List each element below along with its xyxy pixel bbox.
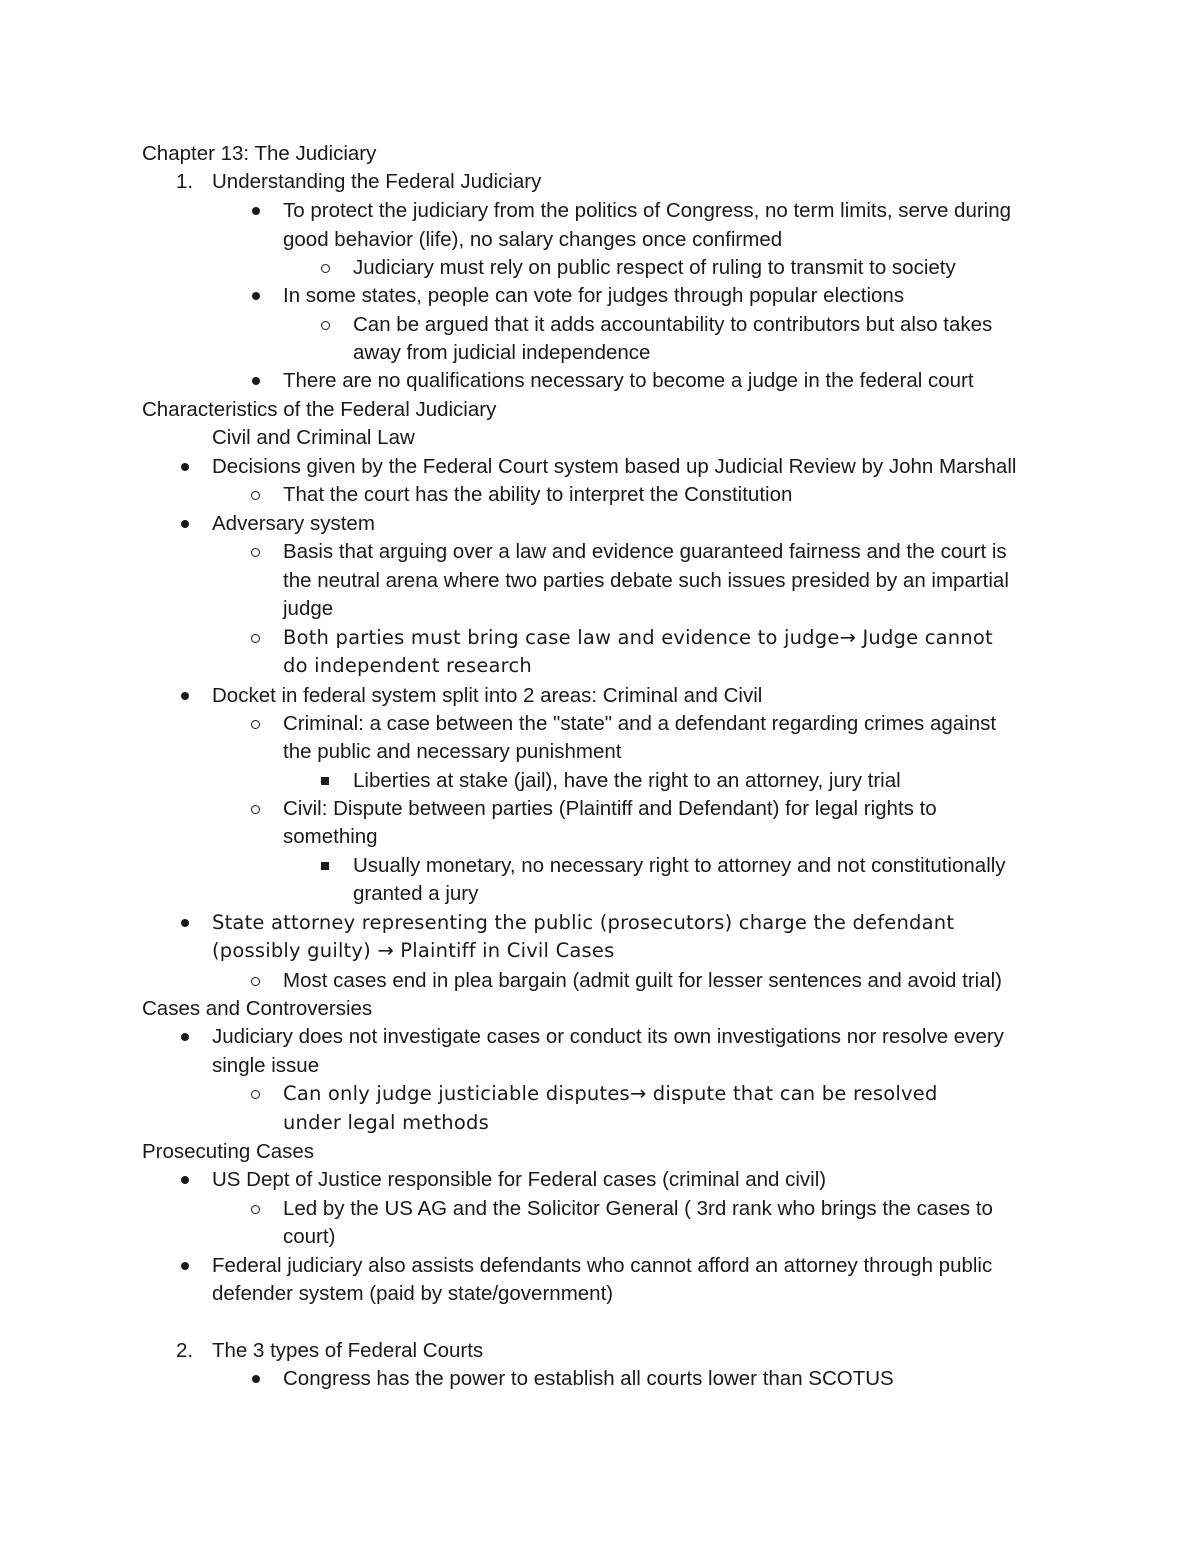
text-line: the public and necessary punishment bbox=[283, 740, 622, 763]
bullet-circle-icon bbox=[321, 321, 330, 330]
text-line: Judiciary does not investigate cases or conduct its own investigations nor resolve every bbox=[212, 1025, 1004, 1048]
text-line: single issue bbox=[212, 1054, 320, 1077]
bullet-circle-icon bbox=[321, 264, 330, 273]
text-line: Civil and Criminal Law bbox=[212, 426, 415, 449]
text-line: court) bbox=[283, 1225, 336, 1248]
text-line: good behavior (life), no salary changes once confirmed bbox=[283, 228, 783, 251]
text-line: Liberties at stake (jail), have the right to an attorney, jury trial bbox=[353, 769, 901, 792]
text-line: Congress has the power to establish all courts lower than SCOTUS bbox=[283, 1367, 894, 1390]
text-line: US Dept of Justice responsible for Federal cases (criminal and civil) bbox=[212, 1168, 827, 1191]
list-number: 2. bbox=[176, 1339, 194, 1362]
bullet-circle-icon bbox=[251, 1090, 260, 1099]
bullet-disc-icon bbox=[252, 1375, 260, 1383]
text-line: There are no qualifications necessary to become a judge in the federal court bbox=[283, 369, 974, 392]
text-line: To protect the judiciary from the politics of Congress, no term limits, serve during bbox=[283, 199, 1012, 222]
text-line: Usually monetary, no necessary right to attorney and not constitutionally bbox=[353, 854, 1006, 877]
text-line: Criminal: a case between the "state" and a defendant regarding crimes against bbox=[283, 712, 997, 735]
text-line: defender system (paid by state/government) bbox=[212, 1282, 614, 1305]
bullet-disc-icon bbox=[181, 1033, 189, 1041]
bullet-circle-icon bbox=[251, 548, 260, 557]
text-line: Cases and Controversies bbox=[142, 997, 373, 1020]
list-number: 1. bbox=[176, 170, 194, 193]
text-line: Both parties must bring case law and evidence to judge→ Judge cannot bbox=[283, 626, 993, 649]
bullet-circle-icon bbox=[251, 634, 260, 643]
text-line: granted a jury bbox=[353, 882, 479, 905]
bullet-disc-icon bbox=[181, 692, 189, 700]
bullet-disc-icon bbox=[181, 463, 189, 471]
text-line: State attorney representing the public (prosecutors) charge the defendant bbox=[212, 911, 955, 934]
text-line: Most cases end in plea bargain (admit guilt for lesser sentences and avoid trial) bbox=[283, 969, 1003, 992]
text-line: Judiciary must rely on public respect of ruling to transmit to society bbox=[353, 256, 956, 279]
text-line: the neutral arena where two parties debate such issues presided by an impartial bbox=[283, 569, 1009, 592]
bullet-disc-icon bbox=[252, 377, 260, 385]
bullet-disc-icon bbox=[181, 520, 189, 528]
text-line: Federal judiciary also assists defendants who cannot afford an attorney through public bbox=[212, 1254, 993, 1277]
text-line: Led by the US AG and the Solicitor General ( 3rd rank who brings the cases to bbox=[283, 1197, 993, 1220]
bullet-circle-icon bbox=[251, 1205, 260, 1214]
text-line: Can be argued that it adds accountability to contributors but also takes bbox=[353, 313, 993, 336]
text-line: Characteristics of the Federal Judiciary bbox=[142, 398, 497, 421]
bullet-circle-icon bbox=[251, 805, 260, 814]
text-line: away from judicial independence bbox=[353, 341, 651, 364]
text-line: do independent research bbox=[283, 654, 532, 677]
text-line: Decisions given by the Federal Court system based up Judicial Review by John Marshall bbox=[212, 455, 1017, 478]
text-line: Civil: Dispute between parties (Plaintiff and Defendant) for legal rights to bbox=[283, 797, 937, 820]
text-line: under legal methods bbox=[283, 1111, 489, 1134]
text-line: That the court has the ability to interpret the Constitution bbox=[283, 483, 793, 506]
text-line: Can only judge justiciable disputes→ dispute that can be resolved bbox=[283, 1082, 938, 1105]
text-line: (possibly guilty) → Plaintiff in Civil Cases bbox=[212, 939, 615, 962]
bullet-circle-icon bbox=[251, 720, 260, 729]
text-line: Basis that arguing over a law and evidence guaranteed fairness and the court is bbox=[283, 540, 1007, 563]
bullet-circle-icon bbox=[251, 977, 260, 986]
text-line: In some states, people can vote for judges through popular elections bbox=[283, 284, 905, 307]
text-line: judge bbox=[283, 597, 334, 620]
text-line: Adversary system bbox=[212, 512, 375, 535]
bullet-square-icon bbox=[321, 777, 329, 785]
bullet-disc-icon bbox=[252, 292, 260, 300]
bullet-disc-icon bbox=[181, 1262, 189, 1270]
bullet-disc-icon bbox=[252, 207, 260, 215]
text-line: something bbox=[283, 825, 378, 848]
bullet-square-icon bbox=[321, 862, 329, 870]
bullet-circle-icon bbox=[251, 491, 260, 500]
bullet-disc-icon bbox=[181, 919, 189, 927]
text-line: The 3 types of Federal Courts bbox=[212, 1339, 484, 1362]
bullet-disc-icon bbox=[181, 1176, 189, 1184]
text-line: Chapter 13: The Judiciary bbox=[142, 142, 377, 165]
text-line: Understanding the Federal Judiciary bbox=[212, 170, 542, 193]
text-line: Docket in federal system split into 2 areas: Criminal and Civil bbox=[212, 684, 763, 707]
text-line: Prosecuting Cases bbox=[142, 1140, 315, 1163]
